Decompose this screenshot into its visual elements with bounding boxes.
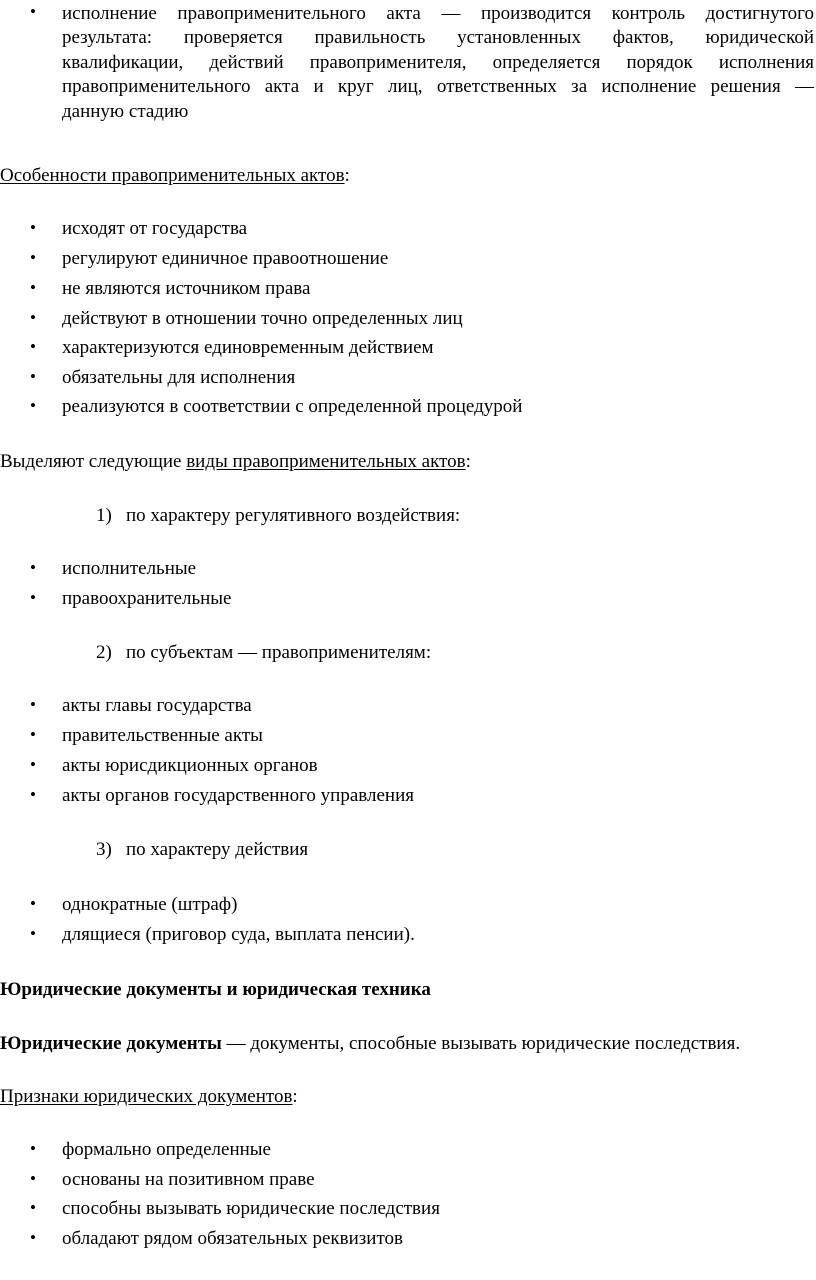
section-title: Юридические документы и юридическая техника [0, 979, 431, 1000]
list-item-text: акты главы государства [62, 695, 252, 716]
list-item-text: однократные (штраф) [62, 894, 238, 915]
types-heading-prefix: Выделяют следующие [0, 451, 187, 472]
numbered-item [96, 505, 460, 527]
list-item-text: исходят от государства [62, 218, 248, 239]
list-item-text: исполнительные [62, 558, 197, 579]
list-item-text: длящиеся (приговор суда, выплата пенсии). [62, 924, 415, 945]
bullet-icon: • [30, 785, 36, 804]
features-heading-colon: : [344, 165, 350, 186]
definition-term: Юридические документы [0, 1033, 222, 1054]
numbered-item-number: 1) [96, 505, 112, 526]
intro-paragraph [62, 2, 814, 124]
intro-line: правоприменительного акта и круг лиц, ответственных за исполнение решения — [62, 76, 814, 98]
bullet-icon: • [30, 218, 36, 237]
list-item-text: реализуются в соответствии с определенной процедурой [62, 396, 523, 417]
numbered-item-title: по субъектам — правоприменителям: [126, 642, 432, 663]
list-item-text: правоохранительные [62, 588, 232, 609]
list-item-text: характеризуются единовременным действием [62, 337, 434, 358]
bullet-icon: • [30, 725, 36, 744]
bullet-icon: • [30, 248, 36, 267]
features-heading-text: Особенности правоприменительных актов [0, 165, 345, 186]
list-item-text: правительственные акты [62, 725, 263, 746]
bullet-icon: • [30, 1169, 36, 1188]
bullet-icon: • [30, 1139, 36, 1158]
bullet-icon: • [30, 396, 36, 415]
list-item-text: не являются источником права [62, 278, 311, 299]
intro-line: результата: проверяется правильность установленных фактов, юридической [62, 27, 814, 49]
bullet-icon: • [30, 558, 36, 577]
list-item-text: способны вызывать юридические последствия [62, 1198, 440, 1219]
bullet-icon: • [30, 308, 36, 327]
signs-heading [0, 1086, 298, 1108]
bullet-icon: • [30, 2, 36, 21]
bullet-icon: • [30, 1228, 36, 1247]
types-heading-colon: : [465, 451, 471, 472]
bullet-icon: • [30, 278, 36, 297]
bullet-icon: • [30, 367, 36, 386]
intro-line: исполнение правоприменительного акта — производится контроль достигнутого [62, 3, 814, 24]
list-item-text: акты юрисдикционных органов [62, 755, 318, 776]
features-heading [0, 165, 350, 187]
list-item-text: основаны на позитивном праве [62, 1169, 315, 1190]
bullet-icon: • [30, 894, 36, 913]
intro-line: данную стадию [62, 100, 189, 122]
bullet-icon: • [30, 1198, 36, 1217]
numbered-item-title: по характеру регулятивного воздействия: [126, 505, 461, 526]
bullet-icon: • [30, 588, 36, 607]
list-item-text: акты органов государственного управления [62, 785, 414, 806]
numbered-item-title: по характеру действия [126, 839, 309, 860]
list-item-text: формально определенные [62, 1139, 271, 1160]
types-heading [0, 451, 471, 473]
signs-heading-text: Признаки юридических документов [0, 1086, 293, 1107]
list-item-text: обладают рядом обязательных реквизитов [62, 1228, 403, 1249]
definition-text: — документы, способные вызывать юридические последствия. [221, 1033, 741, 1054]
numbered-item [96, 839, 308, 861]
list-item-text: действуют в отношении точно определенных лиц [62, 308, 463, 329]
bullet-icon: • [30, 337, 36, 356]
bullet-icon: • [30, 695, 36, 714]
list-item-text: обязательны для исполнения [62, 367, 296, 388]
signs-heading-colon: : [292, 1086, 298, 1107]
types-heading-text: виды правоприменительных актов [186, 451, 466, 472]
numbered-item [96, 642, 431, 664]
numbered-item-number: 2) [96, 642, 112, 663]
definition-paragraph [0, 1033, 740, 1055]
list-item-text: регулируют единичное правоотношение [62, 248, 389, 269]
bullet-icon: • [30, 755, 36, 774]
intro-line: квалификации, действий правоприменителя, определяется порядок исполнения [62, 51, 814, 73]
bullet-icon: • [30, 924, 36, 943]
numbered-item-number: 3) [96, 839, 112, 860]
